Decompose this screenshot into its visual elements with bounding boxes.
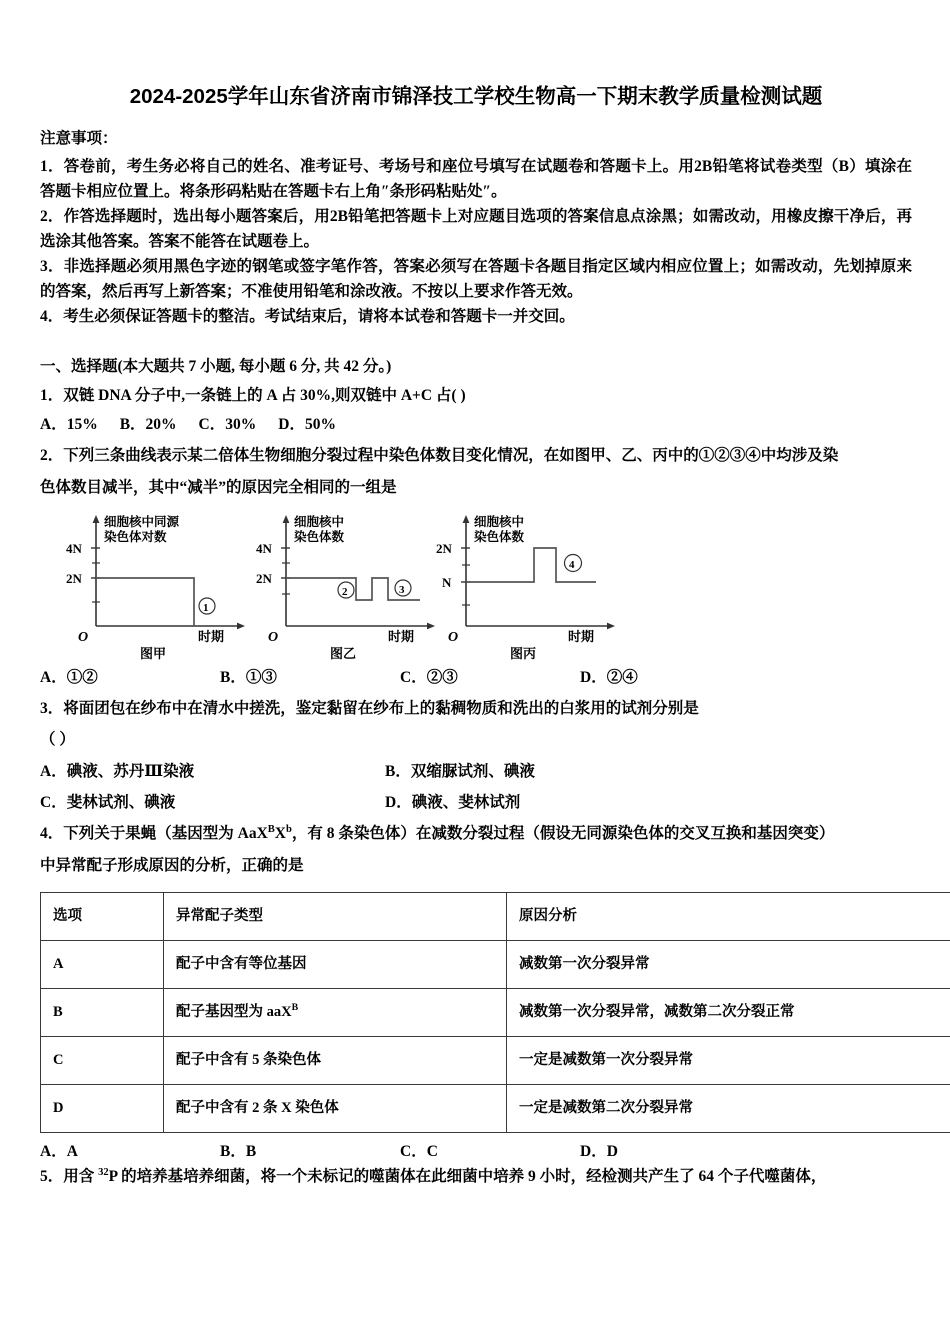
page-title: 2024-2025学年山东省济南市锦泽技工学校生物高一下期末教学质量检测试题 [129, 85, 823, 108]
table-row [41, 940, 950, 988]
question-3-options-row-2 [40, 787, 912, 818]
figure-yi-y-arrow [283, 515, 290, 523]
question-2-options [40, 662, 912, 693]
question-1-stem: 1．双链 DNA 分子中,一条链上的 A 占 30%,则双链中 A+C 占( ) [40, 387, 466, 405]
question-4-table [40, 892, 950, 1133]
figure-jia-ylabel-line1: 细胞核中同源 [104, 514, 180, 529]
question-5-stem [40, 1161, 912, 1193]
figure-jia-curve [96, 578, 194, 626]
question-1-option-b[interactable]: B．20% [119, 416, 177, 434]
figure-bing-ylabel-line1: 细胞核中 [474, 514, 525, 529]
figure-jia-caption: 图甲 [139, 645, 166, 661]
figure-jia-ytick-4n: 4N [66, 540, 82, 556]
figure-yi-ytick-4n: 4N [256, 540, 272, 556]
table-cell-type-b-sup: B [291, 1002, 299, 1014]
question-3-option-c[interactable]: C．斐林试剂、碘液 [40, 794, 176, 812]
figure-jia-x-arrow [237, 622, 245, 629]
table-cell-reason-c: 一定是减数第一次分裂异常 [507, 1036, 950, 1084]
figure-yi-ylabel-line2: 染色体数 [294, 529, 345, 544]
table-header-reason: 原因分析 [507, 892, 950, 940]
table-cell-option-a: A [41, 940, 164, 988]
figure-jia [58, 510, 248, 660]
question-3-option-d[interactable]: D．碘液、斐林试剂 [385, 794, 521, 812]
figure-yi-ytick-2n: 2N [256, 570, 272, 586]
notice-item-4: 4．考生必须保证答题卡的整洁。考试结束后，请将本试卷和答题卡一并交回。 [40, 308, 575, 326]
figure-bing-ytick-2n: 2N [436, 540, 452, 556]
question-2-stem-line-2: 色体数目减半，其中“减半”的原因完全相同的一组是 [40, 478, 397, 496]
question-5-stem-part-b: P 的培养基培养细菌，将一个未标记的噬菌体在此细菌中培养 9 小时，经检测共产生了 64 个子代噬菌体， [108, 1167, 827, 1185]
question-2-option-b[interactable]: B．①③ [220, 668, 277, 686]
table-cell-type-b [164, 988, 507, 1036]
question-1-option-a[interactable]: A．15% [40, 416, 98, 434]
table-header-option: 选项 [41, 892, 164, 940]
figure-bing-x-arrow [607, 622, 615, 629]
notice-heading: 注意事项： [40, 129, 118, 147]
question-4-stem-sup-B: B [267, 823, 275, 835]
question-4-stem-part-b: X [274, 825, 286, 843]
figure-jia-origin: O [78, 629, 89, 645]
question-1-options [40, 409, 912, 440]
table-cell-type-a: 配子中含有等位基因 [164, 940, 507, 988]
figure-jia-ylabel-line2: 染色体对数 [104, 529, 167, 544]
figure-yi-marker-3: 3 [399, 583, 405, 596]
table-cell-reason-d: 一定是减数第二次分裂异常 [507, 1084, 950, 1132]
question-4-option-b[interactable]: B．B [220, 1142, 257, 1160]
figure-yi-xlabel: 时期 [388, 628, 415, 644]
question-2-figures [40, 510, 912, 660]
question-5-stem-part-a: 5．用含 [40, 1167, 99, 1185]
figure-bing-marker-4: 4 [569, 558, 575, 571]
question-3-option-a[interactable]: A．碘液、苏丹Ⅲ染液 [40, 763, 195, 781]
question-4-option-a[interactable]: A．A [40, 1142, 78, 1160]
table-cell-reason-a: 减数第一次分裂异常 [507, 940, 950, 988]
question-1-option-c[interactable]: C．30% [198, 416, 257, 434]
notice-item-1: 1．答卷前，考生务必将自己的姓名、准考证号、考场号和座位号填写在试题卷和答题卡上。用2B铅笔将试卷类型（B）填涂在答题卡相应位置上。将条形码粘贴在答题卡右上角″条形码粘贴处″。 [40, 157, 912, 200]
question-5-stem-sup: 32 [98, 1166, 109, 1178]
question-3-stem-line-2: （ ） [40, 731, 75, 749]
figure-yi-svg [248, 510, 438, 660]
figure-bing-origin: O [448, 629, 459, 645]
table-row [41, 1084, 950, 1132]
figure-jia-ytick-2n: 2N [66, 570, 82, 586]
figure-jia-svg [58, 510, 248, 660]
figure-bing-ytick-n: N [442, 574, 452, 590]
question-2-stem-line-1: 2．下列三条曲线表示某二倍体生物细胞分裂过程中染色体数目变化情况，在如图甲、乙、丙中的①②③④中均涉及染 [40, 447, 839, 465]
table-row [41, 988, 950, 1036]
figure-yi-origin: O [268, 629, 279, 645]
table-cell-option-c: C [41, 1036, 164, 1084]
spacer [40, 329, 912, 355]
question-4-stem-sup-b: b [286, 823, 292, 835]
question-4-stem-line-2: 中异常配子形成原因的分析，正确的是 [40, 856, 304, 874]
figure-bing-curve [466, 548, 596, 582]
question-3-stem-line-1: 3．将面团包在纱布中在清水中搓洗，鉴定黏留在纱布上的黏稠物质和洗出的白浆用的试剂分别是 [40, 699, 699, 717]
table-header-type: 异常配子类型 [164, 892, 507, 940]
question-2-option-d[interactable]: D．②④ [580, 668, 638, 686]
table-cell-option-d: D [41, 1084, 164, 1132]
page-content [40, 84, 912, 1192]
figure-bing-svg [428, 510, 618, 660]
question-2-option-c[interactable]: C．②③ [400, 668, 458, 686]
section-heading: 一、选择题(本大题共 7 小题, 每小题 6 分, 共 42 分。) [40, 358, 392, 376]
notice-item-3: 3．非选择题必须用黑色字迹的钢笔或签字笔作答，答案必须写在答题卡各题目指定区域内相应位置上；如需改动，先划掉原来的答案，然后再写上新答案；不准使用铅笔和涂改液。不按以上要求作答无效。 [40, 258, 912, 301]
table-cell-option-b: B [41, 988, 164, 1036]
figure-yi-ylabel-line1: 细胞核中 [294, 514, 345, 529]
figure-bing [428, 510, 618, 660]
table-cell-type-c: 配子中含有 5 条染色体 [164, 1036, 507, 1084]
figure-jia-xlabel: 时期 [198, 628, 225, 644]
figure-yi [248, 510, 438, 660]
figure-jia-y-arrow [93, 515, 100, 523]
question-3-option-b[interactable]: B．双缩脲试剂、碘液 [385, 763, 535, 781]
question-4-option-c[interactable]: C．C [400, 1142, 438, 1160]
table-cell-type-d: 配子中含有 2 条 X 染色体 [164, 1084, 507, 1132]
question-1-option-d[interactable]: D．50% [278, 416, 336, 434]
question-3-options-row-1 [40, 756, 912, 787]
question-2-option-a[interactable]: A．①② [40, 668, 98, 686]
figure-yi-caption: 图乙 [329, 645, 356, 661]
table-row [41, 1036, 950, 1084]
figure-bing-caption: 图丙 [509, 645, 536, 661]
question-4-stem-part-c: ，有 8 条染色体）在减数分裂过程（假设无同源染色体的交叉互换和基因突变） [291, 825, 835, 843]
question-4-stem-part-a: 4．下列关于果蝇（基因型为 AaX [40, 825, 268, 843]
question-4-option-d[interactable]: D．D [580, 1142, 618, 1160]
figure-yi-marker-2: 2 [342, 585, 348, 598]
figure-jia-marker-1: 1 [203, 601, 209, 614]
question-4-stem-line-1 [40, 818, 912, 850]
notice-item-2: 2．作答选择题时，选出每小题答案后，用2B铅笔把答题卡上对应题目选项的答案信息点涂黑；如需改动，用橡皮擦干净后，再选涂其他答案。答案不能答在试题卷上。 [40, 207, 912, 250]
table-header-row [41, 892, 950, 940]
table-cell-reason-b: 减数第一次分裂异常，减数第二次分裂正常 [507, 988, 950, 1036]
figure-bing-ylabel-line2: 染色体数 [474, 529, 525, 544]
figure-bing-xlabel: 时期 [568, 628, 595, 644]
table-cell-type-b-text: 配子基因型为 aaX [176, 1004, 292, 1021]
figure-bing-y-arrow [463, 515, 470, 523]
question-4-options [40, 1139, 912, 1161]
